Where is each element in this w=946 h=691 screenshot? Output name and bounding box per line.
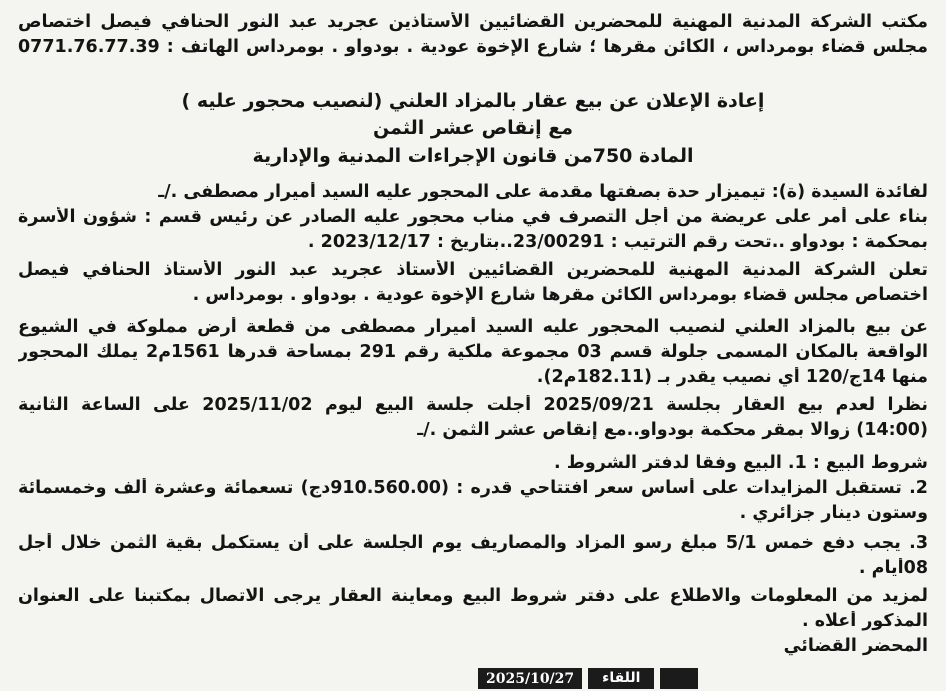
sale-condition-2-continued: وستون دينار جزائري .	[739, 503, 928, 523]
court-order-line: بناء على أمر على عريضة من أجل التصرف في مناب محجور عليه الصادر عن رئيس قسم : شؤون الأسرة	[18, 207, 928, 227]
sale-condition-3-continued: 08أيام .	[858, 558, 928, 578]
contact-info-line-continued: المذكور أعلاه .	[801, 611, 928, 631]
contact-info-line: لمزيد من المعلومات والاطلاع على دفتر شروط البيع ومعاينة العقار يرجى الاتصال بمكتبنا على العنوان	[18, 586, 928, 606]
property-description-line-2: الواقعة بالمكان المسمى جلولة قسم 03 مجموعة ملكية رقم 291 بمساحة قدرها 1561م2 يملك المحجور	[18, 342, 928, 362]
notice-subtitle: مع إنقاص عشر الثمن	[373, 117, 573, 139]
sale-condition-3: 3. يجب دفع خمس 5/1 مبلغ رسو المزاد والمصاريف يوم الجلسة على أن يستكمل بقية الثمن خلال أجل	[18, 533, 928, 553]
property-description-line-1: عن بيع بالمزاد العلني لنصيب المحجور عليه السيد أميرار مصطفى من قطعة أرض مملوكة في الشيوع	[18, 317, 928, 337]
publication-footer	[478, 668, 698, 689]
bailiff-signature: المحضر القضائي	[783, 636, 928, 656]
property-share-line: منها 14ج/120 أي نصيب يقدر بـ (182.11م2).	[536, 367, 928, 387]
newspaper-name: اللقاء	[588, 668, 654, 689]
beneficiary-line: لفائدة السيدة (ة): تيميزار حدة بصفتها مقدمة على المحجور عليه السيد أميرار مصطفى ./ـ	[158, 182, 928, 202]
office-header-line-2: مجلس قضاء بومرداس ، الكائن مقرها ؛ شارع الإخوة عودية . بودواو . بومرداس الهاتف : 0771.76.77.39	[18, 37, 928, 57]
auction-time-line: (14:00) زوالا بمقر محكمة بودواو..مع إنقاص عشر الثمن ./ـ	[417, 420, 928, 440]
sale-condition-1: شروط البيع : 1. البيع وفقا لدفتر الشروط .	[554, 453, 928, 473]
notice-title: إعادة الإعلان عن بيع عقار بالمزاد العلني (لنصيب محجور عليه )	[181, 90, 765, 112]
announcer-line: تعلن الشركة المدنية المهنية للمحضرين القضائيين الأستاذ عجريد عبد النور الأستاذ الحنافي فيصل	[18, 260, 928, 280]
auction-date-line: نظرا لعدم بيع العقار بجلسة 2025/09/21 أجلت جلسة البيع ليوم 2025/11/02 على الساعة الثانية	[18, 395, 928, 415]
sale-condition-2: 2. تستقبل المزايدات على أساس سعر افتتاحي قدره : (910.560.00دج) تسعمائة وعشرة ألف وخمسمائة	[18, 478, 928, 498]
office-header-line-1: مكتب الشركة المدنية المهنية للمحضرين القضائيين الأستاذين عجريد عبد النور الحنافي فيصل اختصاص	[18, 12, 928, 32]
court-order-reference-line: بمحكمة : بودواو ..تحت رقم الترتيب : 23/00291..بتاريخ : 2023/12/17 .	[307, 232, 928, 252]
publication-date: 2025/10/27	[478, 668, 582, 689]
footer-bar	[660, 668, 698, 689]
notice-legal-article: المادة 750من قانون الإجراءات المدنية والإدارية	[252, 145, 694, 167]
announcer-address-line: اختصاص مجلس قضاء بومرداس الكائن مقرها شارع الإخوة عودية . بودواو . بومرداس .	[192, 285, 928, 305]
